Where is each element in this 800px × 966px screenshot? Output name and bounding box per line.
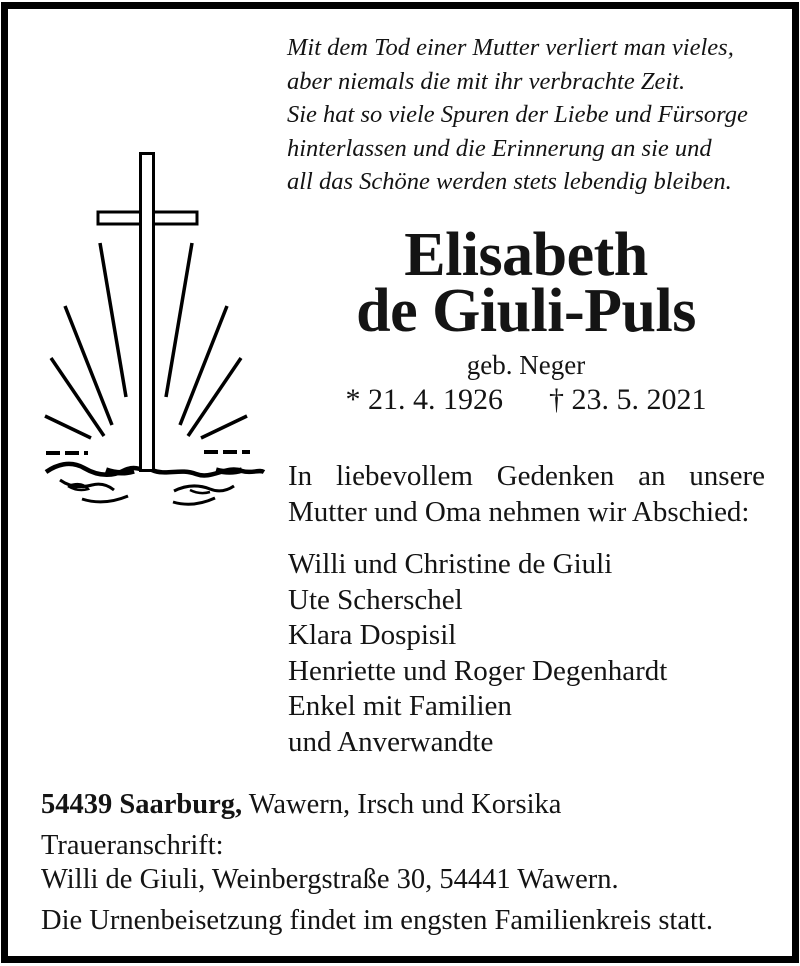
maiden-name: geb. Neger	[466, 350, 586, 380]
quote-line: hinterlassen und die Erinnerung an sie und	[287, 134, 712, 162]
deceased-first-name: Elisabeth	[404, 221, 648, 289]
deceased-last-name: de Giuli-Puls	[356, 277, 696, 345]
mourner-line: Klara Dospisil	[288, 619, 457, 652]
condolence-address: Willi de Giuli, Weinbergstraße 30, 54441 Wawern.	[41, 864, 619, 895]
memorial-text	[288, 459, 765, 530]
life-dates	[285, 383, 767, 417]
mourners-list	[288, 547, 667, 761]
memorial-text-line: In liebevollem Gedenken an unsere	[288, 460, 765, 492]
condolence-address-label: Traueranschrift:	[41, 830, 224, 861]
cross-with-rays-over-water-icon	[30, 140, 270, 510]
mourner-line: Henriette und Roger Degenhardt	[288, 654, 668, 687]
location-places: Wawern, Irsch und Korsika	[242, 789, 562, 820]
memorial-text-line: Mutter und Oma nehmen wir Abschied:	[288, 495, 750, 528]
mourner-line: Enkel mit Familien	[288, 690, 512, 723]
location-line	[41, 789, 776, 821]
quote-line: aber niemals die mit ihr verbrachte Zeit.	[287, 67, 686, 95]
deceased-name-block	[285, 221, 767, 417]
footer-block	[41, 789, 776, 937]
birth-date: * 21. 4. 1926	[345, 383, 503, 416]
memorial-quote	[287, 31, 771, 199]
mourner-line: Willi und Christine de Giuli	[288, 548, 613, 580]
quote-line: Mit dem Tod einer Mutter verliert man vieles,	[287, 34, 734, 61]
mourner-line: und Anverwandte	[288, 725, 494, 758]
mourner-line: Ute Scherschel	[288, 583, 463, 616]
funeral-note: Die Urnenbeisetzung findet im engsten Familienkreis statt.	[41, 905, 713, 936]
quote-line: Sie hat so viele Spuren der Liebe und Fürsorge	[287, 101, 748, 128]
location-postal-city: 54439 Saarburg,	[41, 789, 243, 820]
quote-line: all das Schöne werden stets lebendig bleiben.	[287, 168, 732, 195]
death-date: † 23. 5. 2021	[549, 383, 707, 416]
